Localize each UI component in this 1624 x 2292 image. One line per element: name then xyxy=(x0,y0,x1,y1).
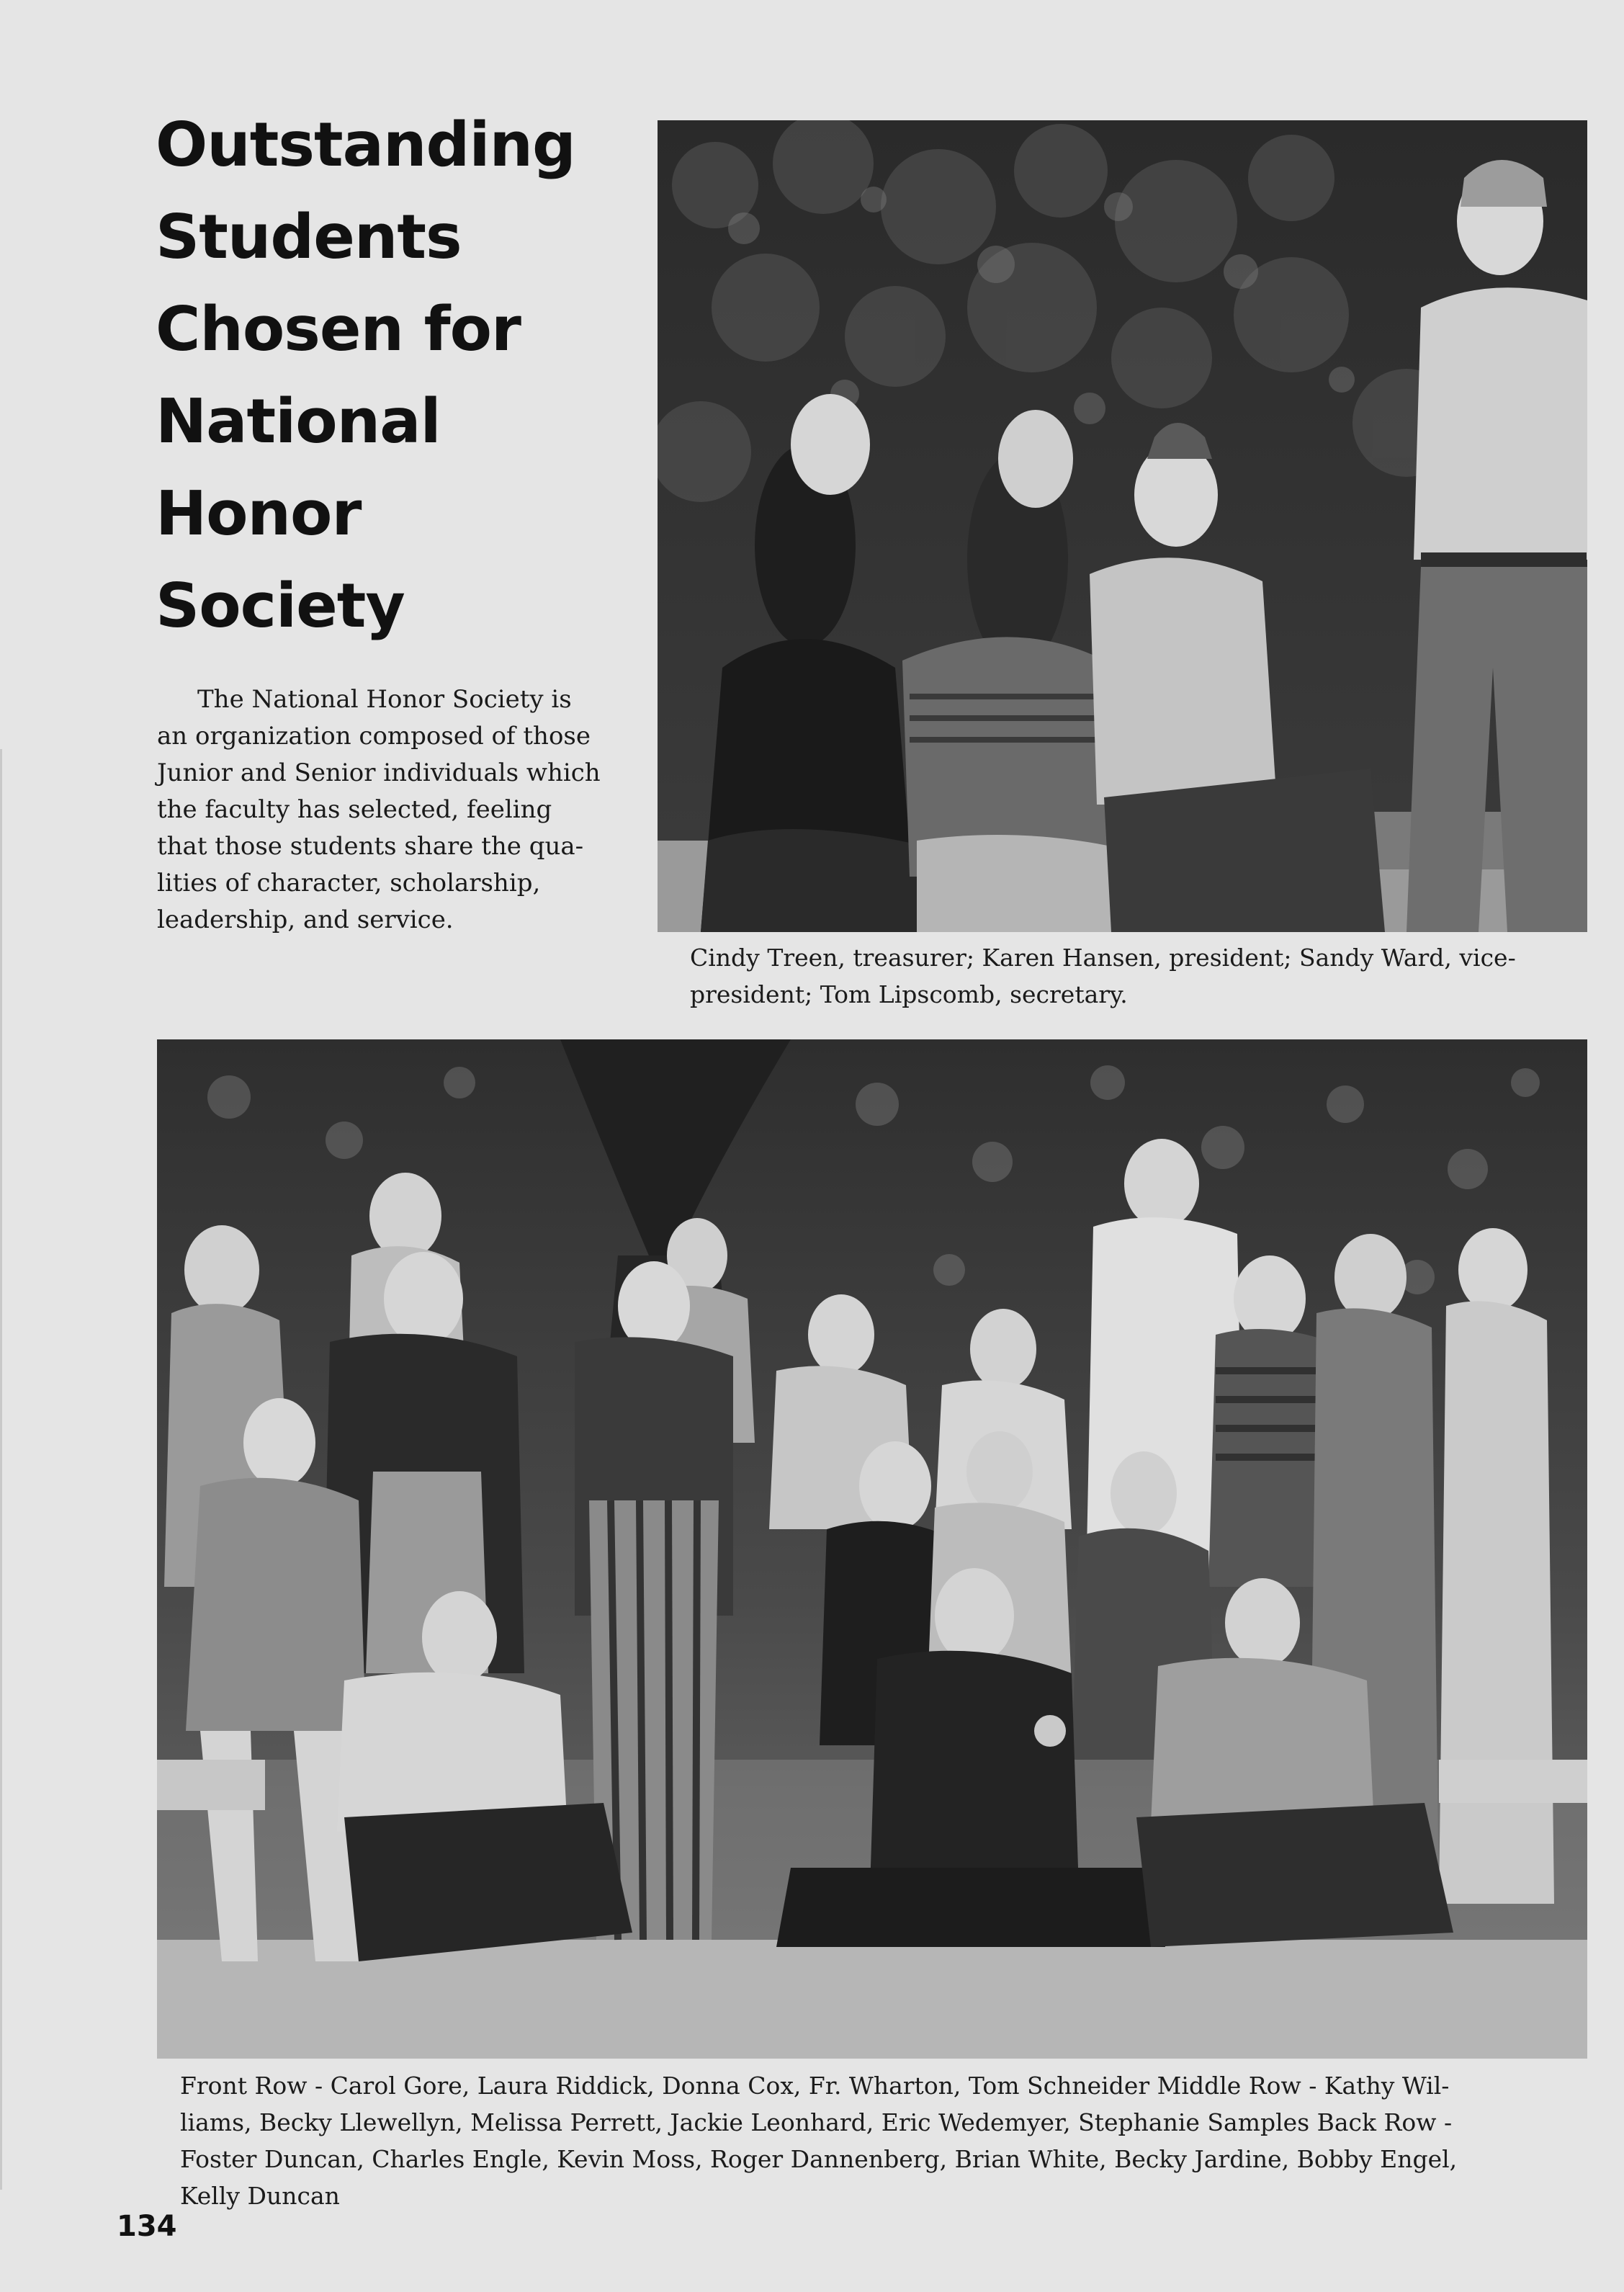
group-photo-illustration xyxy=(157,1039,1587,2059)
group-caption xyxy=(180,2067,1584,2214)
intro-line: leadership, and service. xyxy=(157,905,454,934)
group-photo xyxy=(157,1039,1587,2059)
intro-line: lities of character, scholarship, xyxy=(157,869,541,897)
caption-line: Kelly Duncan xyxy=(180,2182,340,2210)
officers-caption xyxy=(690,939,1590,1013)
title-line: Outstanding xyxy=(156,109,575,181)
intro-paragraph xyxy=(157,681,611,939)
intro-line: the faculty has selected, feeling xyxy=(157,795,552,824)
title-line: Students xyxy=(156,202,462,273)
intro-line: an organization composed of those xyxy=(157,722,591,751)
caption-line: president; Tom Lipscomb, secretary. xyxy=(690,980,1128,1008)
title-line: Society xyxy=(156,570,405,642)
intro-line: Junior and Senior individuals which xyxy=(157,758,601,787)
page-title xyxy=(156,99,575,653)
caption-line: Cindy Treen, treasurer; Karen Hansen, president; Sandy Ward, vice- xyxy=(690,944,1516,972)
caption-line: Front Row - Carol Gore, Laura Riddick, Donna Cox, Fr. Wharton, Tom Schneider Middle Row - Kathy Wil- xyxy=(180,2072,1450,2100)
caption-line: liams, Becky Llewellyn, Melissa Perrett, Jackie Leonhard, Eric Wedemyer, Stephanie Samples Back Row - xyxy=(180,2108,1453,2136)
title-line: National xyxy=(156,386,441,457)
officers-photo xyxy=(658,120,1587,932)
page-number: 134 xyxy=(117,2210,177,2243)
title-line: Honor xyxy=(156,478,362,550)
officers-photo-illustration xyxy=(658,120,1587,932)
scan-gutter-line xyxy=(0,749,2,2190)
intro-line: The National Honor Society is xyxy=(197,685,572,714)
intro-line: that those students share the qua- xyxy=(157,832,584,861)
title-line: Chosen for xyxy=(156,294,521,365)
caption-line: Foster Duncan, Charles Engle, Kevin Moss, Roger Dannenberg, Brian White, Becky Jardine, Bobby Engel, xyxy=(180,2145,1458,2173)
